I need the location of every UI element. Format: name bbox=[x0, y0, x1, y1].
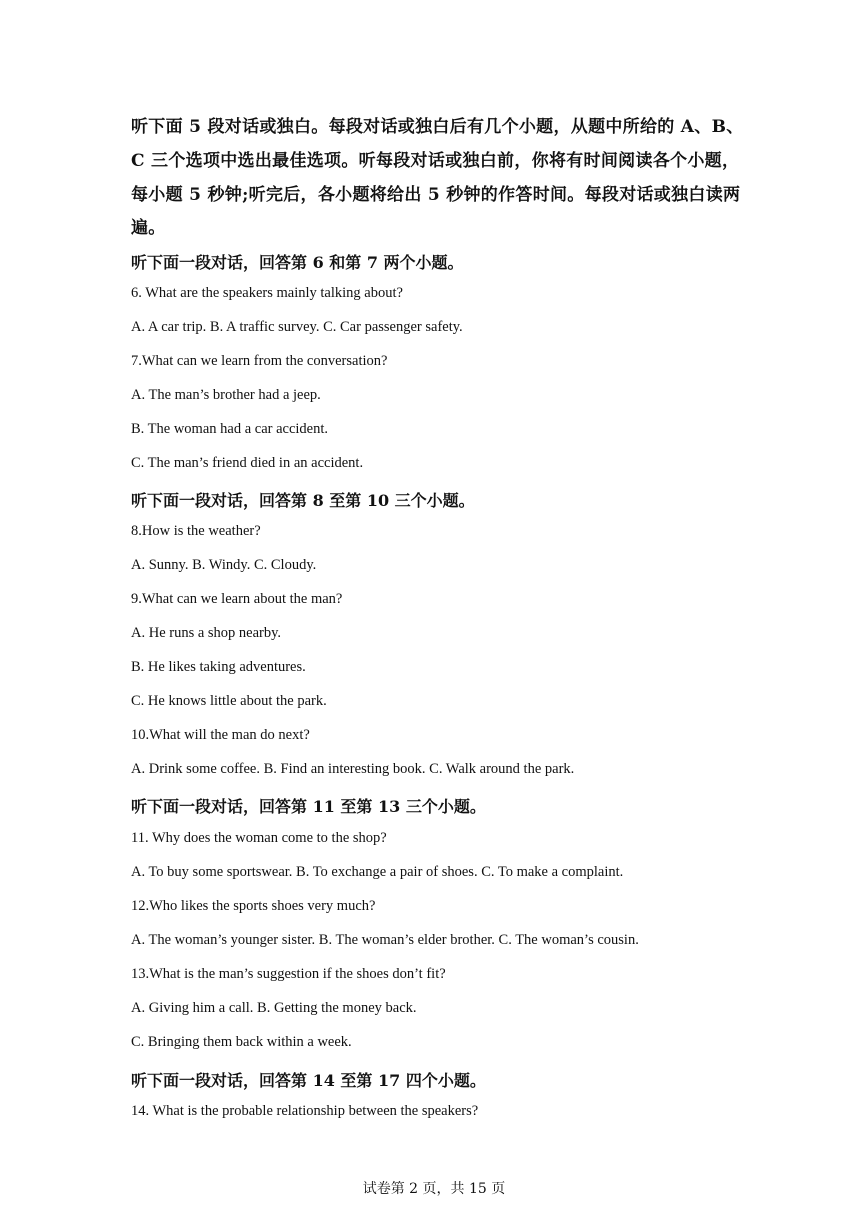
question-12-options: A. The woman’s younger sister. B. The woman’s elder brother. C. The woman’s cousin. bbox=[131, 932, 639, 948]
section-heading-14-17: 听下面一段对话，回答第 14 至第 17 四个小题。 bbox=[131, 1071, 486, 1090]
question-10: 10.What will the man do next? bbox=[131, 727, 310, 743]
question-6: 6. What are the speakers mainly talking about? bbox=[131, 285, 403, 301]
question-9-option-c: C. He knows little about the park. bbox=[131, 693, 327, 709]
question-7-option-c: C. The man’s friend died in an accident. bbox=[131, 455, 364, 471]
section-heading-6-7: 听下面一段对话，回答第 6 和第 7 两个小题。 bbox=[131, 253, 464, 272]
intro-line-2: C 三个选项中选出最佳选项。听每段对话或独白前，你将有时间阅读各个小题， bbox=[131, 151, 740, 171]
section-heading-11-13: 听下面一段对话，回答第 11 至第 13 三个小题。 bbox=[131, 797, 486, 816]
question-11-options: A. To buy some sportswear. B. To exchange a pair of shoes. C. To make a complaint. bbox=[131, 864, 624, 880]
question-6-options: A. A car trip. B. A traffic survey. C. Car passenger safety. bbox=[131, 319, 463, 335]
question-13-options-ab: A. Giving him a call. B. Getting the money back. bbox=[131, 1000, 417, 1016]
question-8: 8.How is the weather? bbox=[131, 523, 261, 539]
question-7-option-a: A. The man’s brother had a jeep. bbox=[131, 387, 321, 403]
intro-line-1: 听下面 5 段对话或独白。每段对话或独白后有几个小题，从题中所给的 A、B、 bbox=[131, 117, 744, 137]
question-13: 13.What is the man’s suggestion if the shoes don’t fit? bbox=[131, 966, 446, 982]
question-12: 12.Who likes the sports shoes very much? bbox=[131, 898, 376, 914]
page-footer: 试卷第 2 页，共 15 页 bbox=[362, 1181, 506, 1197]
question-9-option-a: A. He runs a shop nearby. bbox=[131, 625, 282, 641]
question-9-option-b: B. He likes taking adventures. bbox=[131, 659, 306, 675]
intro-line-3: 每小题 5 秒钟;听完后，各小题将给出 5 秒钟的作答时间。每段对话或独白读两 bbox=[131, 185, 741, 205]
section-heading-8-10: 听下面一段对话，回答第 8 至第 10 三个小题。 bbox=[131, 491, 475, 510]
question-13-option-c: C. Bringing them back within a week. bbox=[131, 1034, 352, 1050]
intro-line-4: 遍。 bbox=[131, 218, 166, 238]
question-9: 9.What can we learn about the man? bbox=[131, 591, 343, 607]
question-8-options: A. Sunny. B. Windy. C. Cloudy. bbox=[131, 557, 317, 573]
question-7-option-b: B. The woman had a car accident. bbox=[131, 421, 329, 437]
question-11: 11. Why does the woman come to the shop? bbox=[131, 830, 387, 846]
question-14: 14. What is the probable relationship between the speakers? bbox=[131, 1103, 479, 1119]
question-7: 7.What can we learn from the conversation? bbox=[131, 353, 388, 369]
question-10-options: A. Drink some coffee. B. Find an interesting book. C. Walk around the park. bbox=[131, 761, 575, 777]
